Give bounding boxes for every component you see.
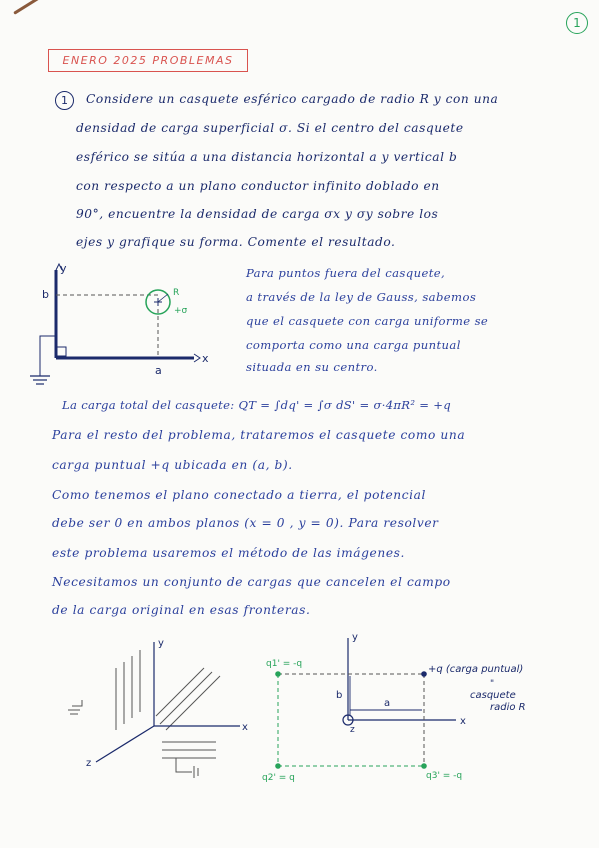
pencil-mark [13,0,43,15]
note-line-5: situada en su centro. [246,360,378,374]
problem-line-2: densidad de carga superficial σ. Si el centro del casquete [76,121,464,135]
problem-line-3: esférico se sitúa a una distancia horizontal a y vertical b [76,150,458,164]
problem-line-6: ejes y grafique su forma. Comente el resultado. [76,235,396,249]
solution-line-6: este problema usaremos el método de las imágenes. [52,546,405,560]
image-charge-1 [275,671,281,677]
figure-conducting-planes [16,258,226,386]
z-axis-3d [96,726,154,762]
solution-line-1: La carga total del casquete: QT = ∫dq' = ∫σ dS' = σ·4πR² = +q [62,398,452,412]
problem-number: 1 [55,91,74,110]
sigma-label: +σ [174,306,188,316]
shell-note-1: casquete [470,690,516,701]
solution-line-8: de la carga original en esas fronteras. [52,603,311,617]
solution-line-3: carga puntual +q ubicada en (a, b). [52,458,293,472]
figure-3d-planes [66,630,262,782]
note-line-3: que el casquete con carga uniforme se [246,314,489,328]
image-charge-2-label: q2' = q [262,773,295,783]
page-header: ENERO 2025 PROBLEMAS [48,49,248,72]
a-label-images: a [384,698,391,709]
original-charge-label: +q (carga puntual) [428,664,524,675]
image-charge-2 [275,763,281,769]
x-axis-label-3d: x [242,722,248,733]
problem-line-5: 90°, encuentre la densidad de carga σx y σy sobre los [76,207,439,221]
image-charge-3-label: q3' = -q [426,771,463,781]
problem-line-1: Considere un casquete esférico cargado de radio R y con una [86,92,499,106]
equiv-mark: " [490,679,495,689]
x-axis-label: x [202,352,209,365]
note-line-1: Para puntos fuera del casquete, [246,266,446,280]
figure-image-charges [256,628,576,784]
b-label-images: b [336,690,343,701]
y-axis-label-3d: y [158,638,164,649]
solution-line-7: Necesitamos un conjunto de cargas que cancelen el campo [52,575,451,589]
y-axis-label: y [60,262,67,275]
problem-line-4: con respecto a un plano conductor infinito doblado en [76,179,440,193]
b-label: b [42,288,49,301]
z-axis-label-3d: z [86,758,92,769]
note-line-2: a través de la ley de Gauss, sabemos [246,290,477,304]
ground-wire [40,336,56,376]
y-axis-label-images: y [352,632,358,643]
solution-line-2: Para el resto del problema, trataremos el casquete como una [52,428,466,442]
a-label: a [155,364,162,377]
z-label-images: z [350,725,355,735]
shell-note-2: radio R [490,702,526,713]
radius-label: R [173,288,180,298]
note-line-4: comporta como una carga puntual [246,338,461,352]
solution-line-4: Como tenemos el plano conectado a tierra, el potencial [52,488,427,502]
page-number: 1 [566,12,588,34]
right-angle-mark [57,347,66,356]
x-axis-label-images: x [460,716,466,727]
image-charge-1-label: q1' = -q [266,659,303,669]
original-charge [421,671,427,677]
solution-line-5: debe ser 0 en ambos planos (x = 0 , y = 0). Para resolver [52,516,439,530]
image-charge-3 [421,763,427,769]
